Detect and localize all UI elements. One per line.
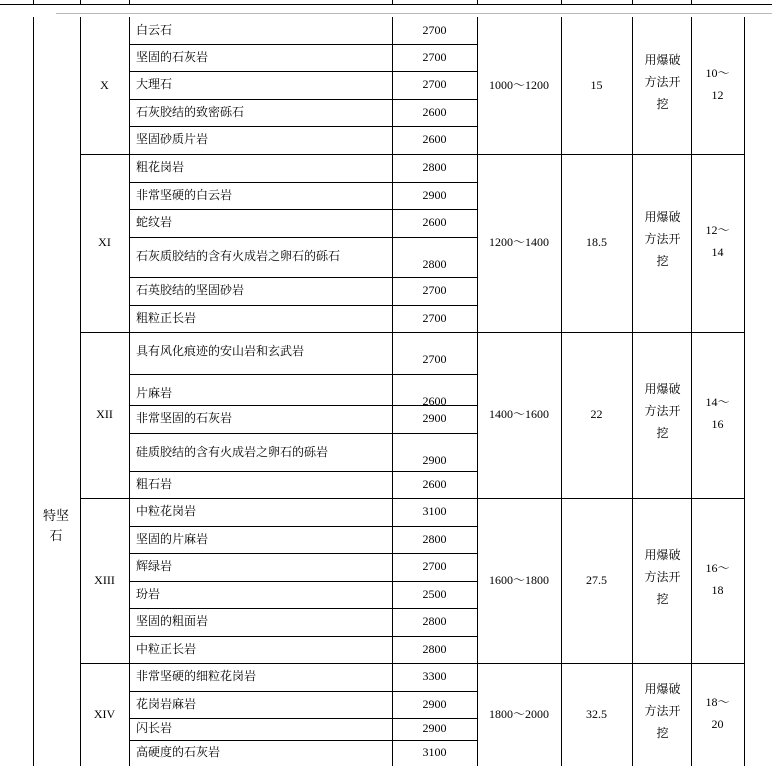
- rock-name: 非常坚硬的细粒花岗岩: [136, 669, 257, 683]
- rock-level: 18: [711, 582, 724, 597]
- column-line-range: [477, 17, 478, 766]
- rock-name: 高硬度的石灰岩: [136, 745, 221, 759]
- rock-name: 非常坚硬的白云岩: [136, 187, 233, 202]
- rock-density: 2500: [422, 586, 447, 601]
- rock-level: 18～: [705, 694, 730, 709]
- row-line: [129, 44, 477, 45]
- row-line: [129, 71, 477, 72]
- rock-density: 2600: [422, 476, 447, 491]
- rock-name: 粗粒正长岩: [136, 310, 197, 325]
- rock-name: 石灰胶结的致密砾石: [136, 104, 245, 119]
- rock-level: 12～: [705, 223, 730, 237]
- rock-name: 粗花岗岩: [136, 160, 185, 174]
- row-line: [129, 305, 477, 306]
- rock-density: 2700: [422, 49, 447, 64]
- row-line: [129, 526, 477, 527]
- rock-density: 2600: [422, 104, 447, 119]
- excavation-method: 方法开: [644, 232, 681, 246]
- grade-label: XIII: [94, 572, 115, 587]
- rock-name: 粗石岩: [136, 476, 173, 491]
- rock-name: 坚固砂质片岩: [136, 132, 209, 146]
- top-column-tick: [392, 0, 393, 5]
- row-line: [129, 718, 477, 719]
- top-border-line: [0, 4, 772, 5]
- rock-density: 2700: [422, 352, 447, 366]
- excavation-method: 方法开: [644, 703, 681, 718]
- rock-density: 2600: [422, 215, 447, 229]
- rock-density: 3100: [422, 504, 447, 518]
- rock-density: 2700: [422, 77, 447, 91]
- excavation-method: 挖: [656, 96, 669, 111]
- excavation-method: 挖: [656, 591, 669, 606]
- rock-density: 2800: [422, 614, 447, 628]
- top-column-tick: [477, 0, 478, 5]
- excavation-method: 挖: [656, 725, 669, 740]
- row-line: [129, 608, 477, 609]
- rock-level: 20: [711, 716, 724, 731]
- rock-name: 白云石: [136, 22, 173, 37]
- excavation-method: 用爆破: [644, 681, 681, 696]
- excavation-method: 用爆破: [644, 52, 681, 67]
- row-line: [129, 182, 477, 183]
- rock-density: 3300: [422, 669, 447, 683]
- top-column-tick: [80, 0, 81, 5]
- rock-density: 2900: [422, 187, 447, 202]
- excavation-method: 用爆破: [644, 547, 681, 562]
- rock-name: 坚固的片麻岩: [136, 531, 209, 546]
- strength-coefficient: 32.5: [586, 706, 607, 721]
- strength-range: 1200～1400: [488, 235, 549, 249]
- rock-density: 2800: [422, 641, 447, 656]
- column-line-method: [632, 17, 633, 766]
- row-line: [129, 277, 477, 278]
- strength-coefficient: 18.5: [586, 235, 607, 249]
- rock-name: 闪长岩: [136, 721, 173, 735]
- rock-name: 石英胶结的坚固砂岩: [136, 283, 245, 297]
- excavation-method: 挖: [656, 254, 669, 268]
- strength-range: 1400～1600: [488, 407, 549, 421]
- rock-density: 3100: [422, 745, 447, 759]
- grade-label: XIV: [93, 706, 116, 721]
- rock-density: 2800: [422, 257, 447, 271]
- rock-density: 2700: [422, 310, 447, 325]
- row-line: [129, 126, 477, 127]
- excavation-method: 方法开: [644, 74, 681, 89]
- rock-name: 非常坚固的石灰岩: [136, 411, 233, 425]
- rock-name: 蛇纹岩: [136, 215, 173, 229]
- strength-coefficient: 22: [590, 407, 603, 421]
- category-label: 特坚 石: [42, 509, 69, 544]
- rock-name: 片麻岩: [136, 386, 173, 400]
- rock-level: 10～: [705, 65, 730, 80]
- excavation-method: 用爆破: [644, 210, 681, 224]
- row-line: [129, 209, 477, 210]
- rock-density: 2800: [422, 531, 447, 546]
- top-column-tick: [33, 0, 34, 5]
- rock-density: 2600: [422, 394, 447, 408]
- rock-level: 12: [711, 87, 724, 102]
- rock-density: 2700: [422, 22, 447, 37]
- rock-name: 大理石: [136, 77, 173, 91]
- group-separator: [80, 332, 745, 333]
- top-column-tick: [632, 0, 633, 5]
- rock-name: 中粒正长岩: [136, 641, 197, 656]
- grade-label: XII: [96, 407, 113, 421]
- rock-density: 2800: [422, 160, 447, 174]
- column-line-grade: [80, 17, 81, 766]
- row-line: [129, 740, 477, 741]
- row-line: [129, 374, 477, 375]
- rock-level: 16: [711, 417, 724, 431]
- rock-name: 中粒花岗岩: [136, 504, 197, 518]
- row-line: [129, 471, 477, 472]
- row-line: [129, 636, 477, 637]
- column-line-level: [691, 17, 692, 766]
- rock-density: 2900: [422, 696, 447, 711]
- rock-name: 玢岩: [136, 586, 161, 601]
- rock-name: 坚固的粗面岩: [136, 614, 209, 628]
- row-line: [129, 433, 477, 434]
- row-line: [129, 237, 477, 238]
- strength-range: 1000～1200: [488, 77, 549, 92]
- row-line: [129, 691, 477, 692]
- rock-density: 2700: [422, 559, 447, 573]
- rock-density: 2600: [422, 132, 447, 146]
- rock-name: 硅质胶结的含有火成岩之卵石的砾岩: [136, 445, 329, 459]
- column-line-name: [129, 17, 130, 766]
- row-line: [129, 99, 477, 100]
- strength-coefficient: 15: [590, 77, 603, 92]
- excavation-method: 用爆破: [644, 382, 681, 396]
- rock-density: 2900: [422, 411, 447, 425]
- rock-density: 2700: [422, 283, 447, 297]
- row-line: [129, 553, 477, 554]
- column-line-coef: [561, 17, 562, 766]
- rock-name: 具有风化痕迹的安山岩和玄武岩: [136, 344, 305, 358]
- excavation-method: 方法开: [644, 404, 681, 418]
- rock-density: 2900: [422, 453, 447, 467]
- group-separator: [80, 154, 745, 155]
- strength-range: 1600～1800: [488, 572, 549, 587]
- rock-name: 辉绿岩: [136, 559, 173, 573]
- rock-density: 2900: [422, 721, 447, 735]
- rock-name: 坚固的石灰岩: [136, 49, 209, 64]
- strength-coefficient: 27.5: [586, 572, 607, 587]
- column-line-right: [744, 17, 745, 766]
- group-separator: [80, 498, 745, 499]
- excavation-method: 挖: [656, 426, 669, 440]
- rock-level: 14～: [705, 395, 730, 409]
- page-break-line: [56, 13, 772, 14]
- strength-range: 1800～2000: [488, 706, 549, 721]
- row-line: [129, 581, 477, 582]
- grade-label: X: [100, 77, 109, 92]
- group-separator: [80, 663, 745, 664]
- top-column-tick: [691, 0, 692, 5]
- rock-level: 14: [711, 245, 724, 259]
- top-column-tick: [561, 0, 562, 5]
- grade-label: XI: [98, 235, 111, 249]
- excavation-method: 方法开: [644, 569, 681, 584]
- top-column-tick: [129, 0, 130, 5]
- rock-name: 石灰质胶结的含有火成岩之卵石的砾石: [136, 249, 341, 263]
- rock-name: 花岗岩麻岩: [136, 696, 197, 711]
- column-line-left: [33, 17, 34, 766]
- rock-level: 16～: [705, 560, 730, 575]
